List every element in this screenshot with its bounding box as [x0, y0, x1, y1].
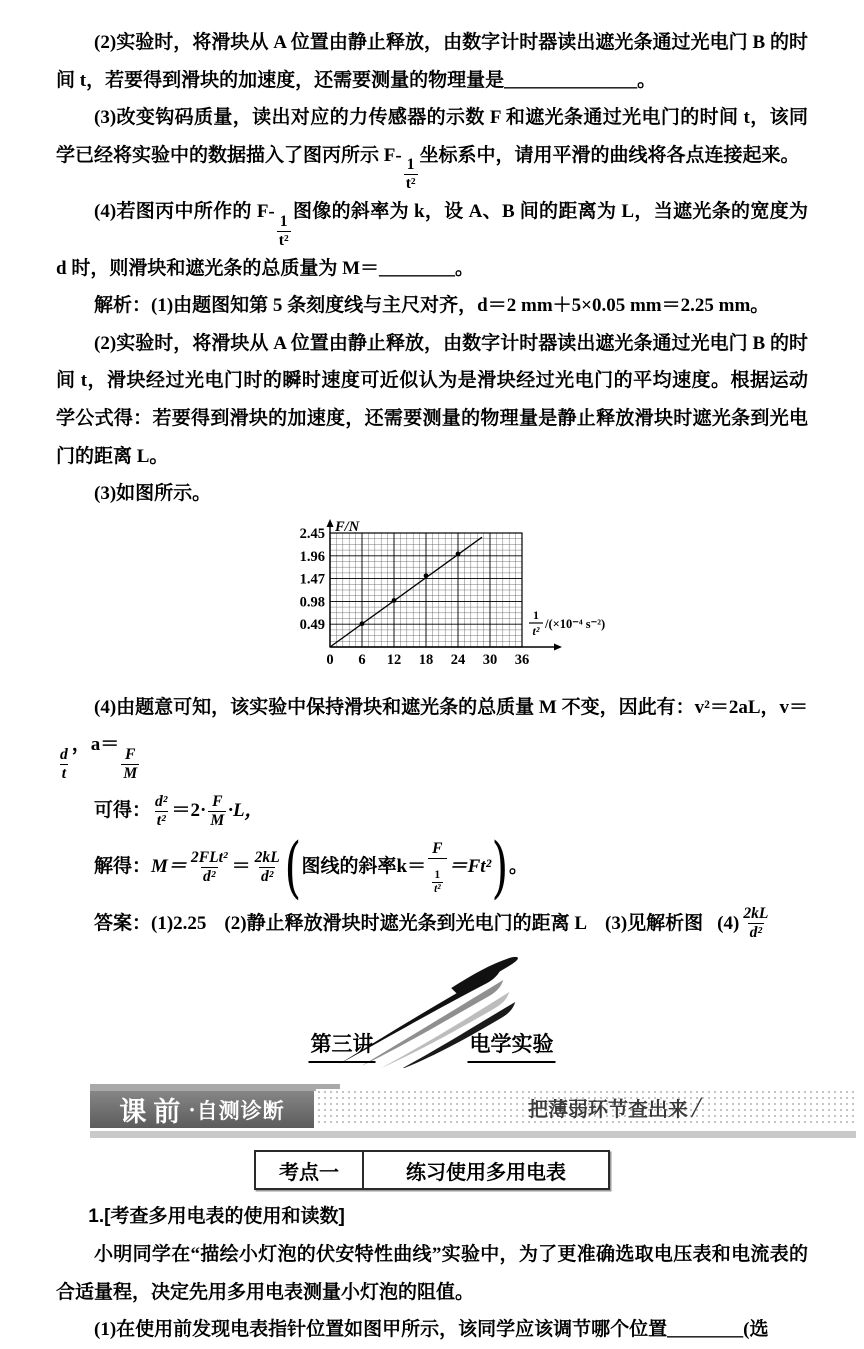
svg-text:0.49: 0.49 [299, 617, 325, 634]
slope-end: ＝Ft² [448, 856, 492, 878]
kede-equals: ＝2· [171, 800, 207, 822]
svg-text:0: 0 [326, 651, 334, 668]
svg-text:30: 30 [482, 651, 498, 668]
answer-1: (1)2.25 [151, 912, 207, 934]
exam-point-tag: 考点一 [256, 1152, 364, 1188]
solution-step-2: (2)实验时，将滑块从 A 位置由静止释放，由数字计时器读出遮光条通过光电门 B 的时间 t，滑块经过光电门时的瞬时速度可近似认为是滑块经过光电门的平均速度。根据运动学公式得：若要得到滑块的加速度，还需要测量的物理量是静止释放滑块时遮光条到光电门的距离 L。 [56, 332, 808, 467]
exercise-body: 小明同学在“描绘小灯泡的伏安特性曲线”实验中，为了更准确选取电压表和电流表的合适量程，决定先用多用电表测量小灯泡的阻值。 [56, 1243, 808, 1303]
banner-tagline: 把薄弱环节查出来 [528, 1099, 688, 1122]
chart-canvas [270, 519, 670, 677]
p3-text-after: 坐标系中，请用平滑的曲线将各点连接起来。 [419, 144, 800, 166]
lecture-title: 电学实验 [468, 1028, 556, 1063]
svg-text:F/N: F/N [335, 518, 360, 535]
fraction-2FLt2-over-d2: $\frac{\text{2FLt²}}{\text{d²}}$ [190, 849, 228, 886]
answer-3: (3)见解析图 [605, 912, 704, 934]
svg-text:t²: t² [532, 623, 540, 638]
problem-paragraph-2: (2)实验时，将滑块从 A 位置由静止释放，由数字计时器读出遮光条通过光电门 B 的时间 t，若要得到滑块的加速度，还需要测量的物理量是______________。 [56, 32, 808, 91]
period: 。 [508, 856, 528, 878]
svg-text:1.47: 1.47 [299, 571, 325, 588]
banner-title-block [90, 1091, 314, 1128]
derivation-kede-line [56, 793, 808, 830]
fraction-F-over-M: $\frac{F}{M}$ [123, 746, 138, 782]
problem-paragraph-3 [56, 99, 808, 193]
answer-2: (2)静止释放滑块时遮光条到光电门的距离 L [224, 912, 588, 934]
solution-step-1 [56, 287, 808, 325]
svg-text:36: 36 [514, 651, 530, 668]
banner-tagline-area [316, 1089, 856, 1126]
p3-text-before: (3)改变钩码质量，读出对应的力传感器的示数 F 和遮光条通过光电门的时间 t，该同学已经将实验中的数据描入了图丙所示 F- [56, 107, 808, 166]
slope-parenthetical: ( 图线的斜率k＝ $\frac{F}{\frac{1}{\text{t²}}}$ ＝Ft² ) [284, 828, 509, 906]
fraction-d-over-t: $\frac{d}{t}$ [60, 746, 68, 782]
answer-4-prefix: (4) [717, 912, 740, 934]
pre-class-banner [90, 1084, 856, 1129]
exercise-item-title: 1.[考查多用电表的使用和读数] [88, 1206, 345, 1228]
svg-text:6: 6 [358, 651, 366, 668]
s4-text-mid: ，a＝ [71, 734, 120, 756]
exercise-question-1: (1)在使用前发现电表指针位置如图甲所示，该同学应该调节哪个位置________(选 [94, 1319, 769, 1341]
solution-step-1-text: (1)由题图知第 5 条刻度线与主尺对齐，d＝2 mm＋5×0.05 mm＝2.25 mm。 [151, 295, 770, 317]
svg-text:1: 1 [533, 607, 539, 622]
solution-label: 解析： [94, 295, 152, 317]
svg-text:2.45: 2.45 [299, 525, 325, 542]
nested-fraction-1-over-t2: $\frac{1}{\text{t²}}$ [434, 868, 441, 895]
solution-step-4 [56, 689, 808, 783]
solution-step-3: (3)如图所示。 [94, 483, 212, 505]
svg-text:12: 12 [386, 651, 402, 668]
jiede-M-equals: M＝ [151, 856, 187, 878]
lecture-number: 第三讲 [309, 1028, 376, 1063]
svg-text:18: 18 [418, 651, 434, 668]
svg-text:0.98: 0.98 [299, 594, 325, 611]
derivation-jiede-line [56, 828, 808, 906]
banner-underline-bar [90, 1131, 856, 1138]
fraction-F-over-M: $\frac{F}{M}$ [210, 792, 225, 829]
lecture-heading [56, 956, 808, 1074]
banner-big-text: 课前 [119, 1097, 188, 1128]
fraction-d2-over-t2: $\frac{\text{d²}}{\text{t²}}$ [155, 792, 168, 829]
jiede-label: 解得： [94, 856, 152, 878]
svg-text:24: 24 [450, 651, 466, 668]
exam-point-title: 练习使用多用电表 [406, 1161, 566, 1184]
s4-text-before: (4)由题意可知，该实验中保持滑块和遮光条的总质量 M 不变，因此有：v²＝2aL，v＝ [94, 696, 808, 718]
fraction-F-over-1-over-t2: $\frac{F}{\frac{1}{\text{t²}}}$ [428, 840, 446, 896]
banner-dot: · [188, 1096, 196, 1122]
banner-slash: / [692, 1090, 701, 1124]
p4-text-after: 图像的斜率为 k，设 A、B 间的距离为 L，当遮光条的宽度为 d 时，则滑块和遮光条的总质量为 M＝________。 [56, 201, 808, 279]
answer-label: 答案： [94, 912, 152, 934]
fraction-1-over-t2: $\frac{1}{\text{t²}}$ [405, 156, 416, 193]
svg-text:1.96: 1.96 [299, 548, 325, 565]
fraction-1-over-t2: $\frac{1}{\text{t²}}$ [278, 212, 289, 249]
p4-text-before: (4)若图丙中所作的 F- [94, 201, 275, 223]
fraction-2kL-over-d2: $\frac{2kL}{\text{d²}}$ [254, 849, 280, 886]
svg-text:/(×10⁻⁴ s⁻²): /(×10⁻⁴ s⁻²) [545, 616, 606, 631]
exam-point-box [254, 1150, 610, 1190]
banner-small-text: 自测诊断 [196, 1099, 285, 1123]
f-vs-inverse-t2-chart [270, 519, 670, 683]
problem-paragraph-4 [56, 193, 808, 287]
fraction-2kL-over-d2: $\frac{2kL}{\text{d²}}$ [743, 905, 769, 942]
kede-end: ·L， [228, 800, 264, 822]
slope-text: 图线的斜率k＝ [301, 856, 427, 878]
kede-label: 可得： [94, 800, 152, 822]
answer-line [56, 905, 808, 942]
jiede-equals: ＝ [231, 856, 251, 878]
